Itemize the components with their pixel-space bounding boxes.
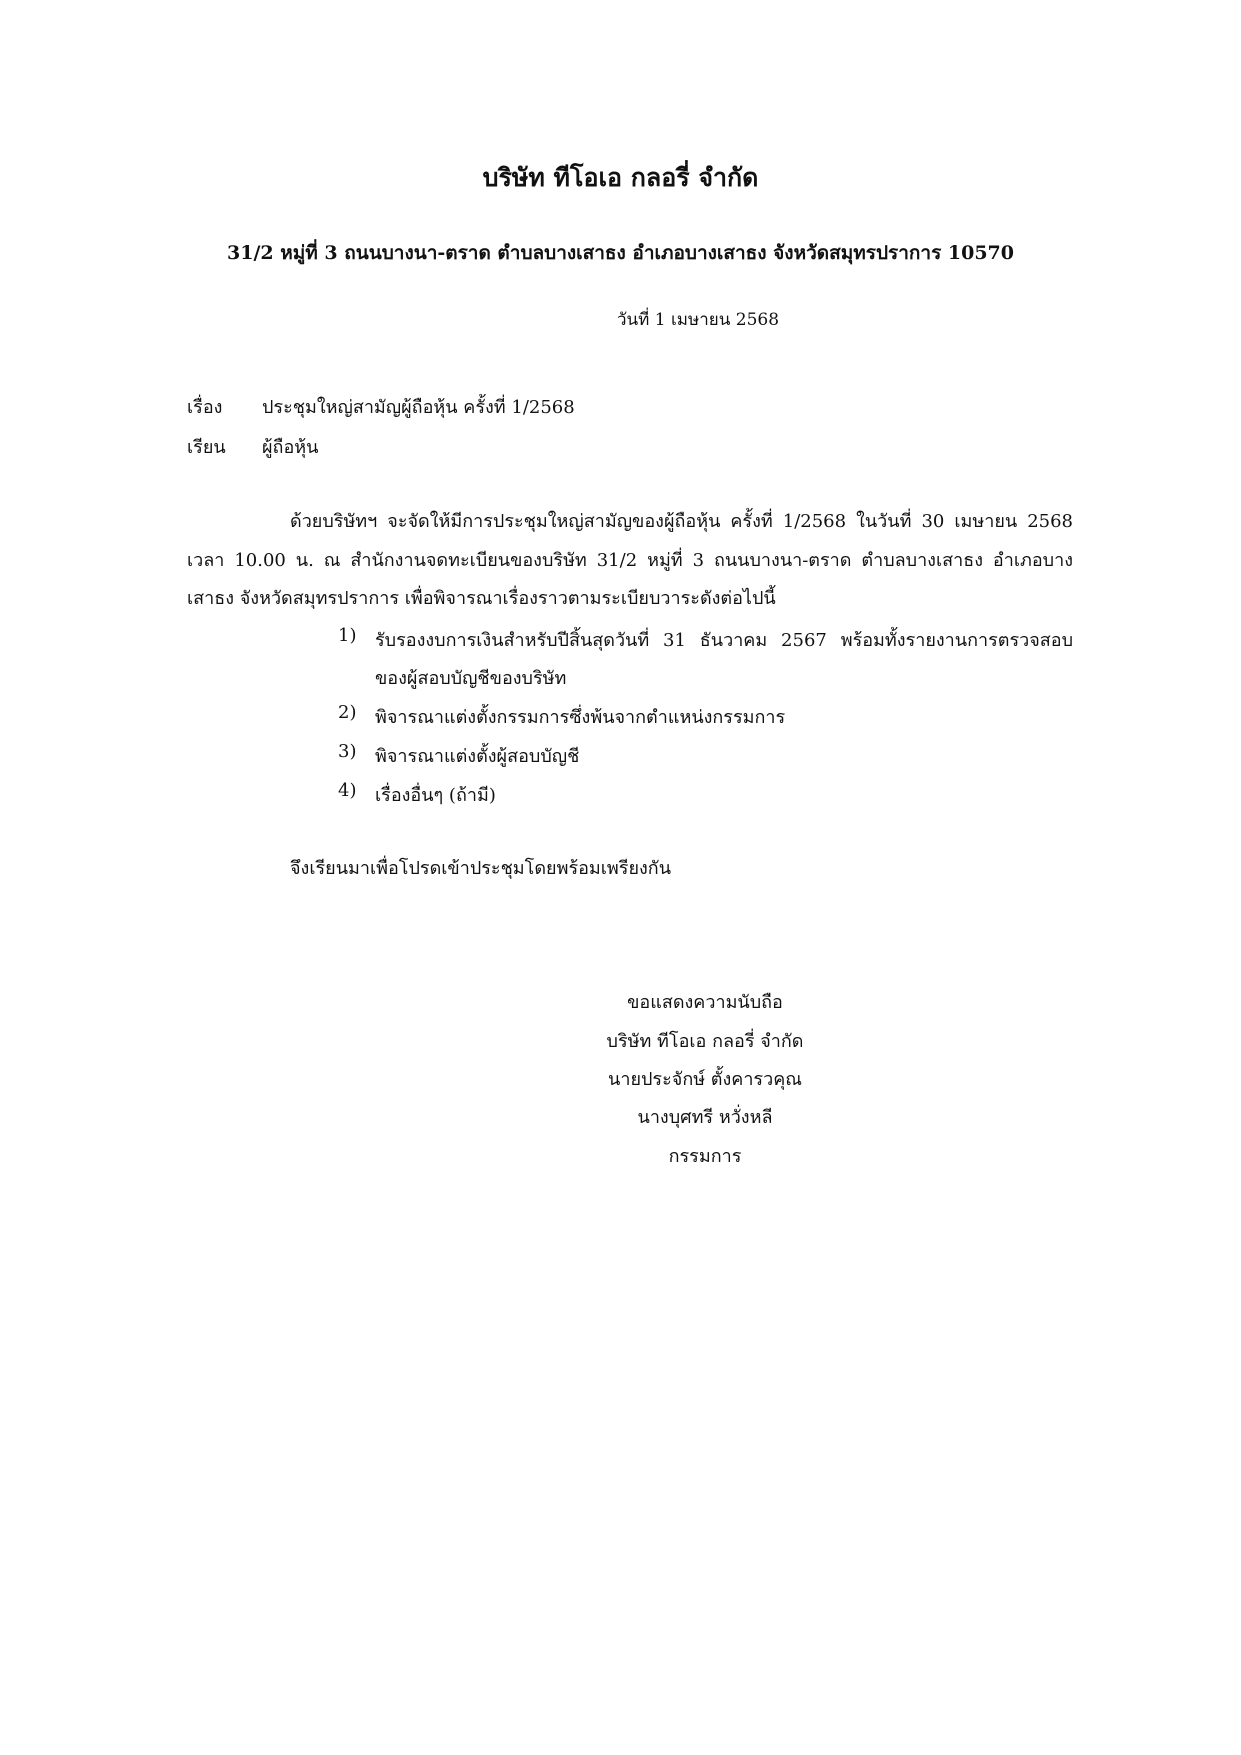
signature-company: บริษัท ทีโอเอ กลอรี่ จำกัด: [606, 1031, 804, 1052]
subject-label: เรื่อง: [187, 397, 223, 418]
signature-salutation: ขอแสดงความนับถือ: [627, 992, 783, 1013]
subject-value: ประชุมใหญ่สามัญผู้ถือหุ้น ครั้งที่ 1/2568: [262, 397, 575, 418]
company-name: บริษัท ทีโอเอ กลอรี่ จำกัด: [482, 163, 759, 192]
letter-date: วันที่ 1 เมษายน 2568: [617, 310, 780, 330]
body-paragraph-line-2: เวลา 10.00 น. ณ สำนักงานจดทะเบียนของบริษัท 31/2 หมู่ที่ 3 ถนนบางนา-ตราด ตำบลบางเสาธง อำเภอบาง: [187, 550, 1073, 571]
company-address: 31/2 หมู่ที่ 3 ถนนบางนา-ตราด ตำบลบางเสาธง อำเภอบางเสาธง จังหวัดสมุทรปราการ 10570: [227, 242, 1014, 264]
agenda-item-1-number: 1): [338, 625, 357, 646]
agenda-item-4-number: 4): [338, 780, 357, 801]
signature-signer-2: นางบุศทรี หวั่งหลี: [637, 1107, 773, 1128]
body-paragraph-line-1: ด้วยบริษัทฯ จะจัดให้มีการประชุมใหญ่สามัญของผู้ถือหุ้น ครั้งที่ 1/2568 ในวันที่ 30 เมษายน 2568: [290, 511, 1073, 532]
agenda-item-3-number: 3): [338, 741, 357, 762]
agenda-item-1-continuation: ของผู้สอบบัญชีของบริษัท: [375, 668, 567, 689]
recipient-value: ผู้ถือหุ้น: [262, 437, 319, 458]
signature-title: กรรมการ: [668, 1146, 742, 1167]
agenda-item-4-text: เรื่องอื่นๆ (ถ้ามี): [375, 785, 496, 806]
agenda-item-1-text: รับรองงบการเงินสำหรับปีสิ้นสุดวันที่ 31 ธันวาคม 2567 พร้อมทั้งรายงานการตรวจสอบ: [375, 630, 1073, 651]
recipient-label: เรียน: [187, 437, 226, 458]
body-paragraph-line-3: เสาธง จังหวัดสมุทรปราการ เพื่อพิจารณาเรื่องราวตามระเบียบวาระดังต่อไปนี้: [187, 588, 776, 609]
closing-sentence: จึงเรียนมาเพื่อโปรดเข้าประชุมโดยพร้อมเพรียงกัน: [290, 858, 672, 879]
agenda-item-2-text: พิจารณาแต่งตั้งกรรมการซึ่งพ้นจากตำแหน่งกรรมการ: [375, 707, 786, 728]
agenda-item-2-number: 2): [338, 702, 357, 723]
signature-signer-1: นายประจักษ์ ตั้งคารวคุณ: [608, 1069, 802, 1090]
agenda-item-3-text: พิจารณาแต่งตั้งผู้สอบบัญชี: [375, 746, 580, 767]
